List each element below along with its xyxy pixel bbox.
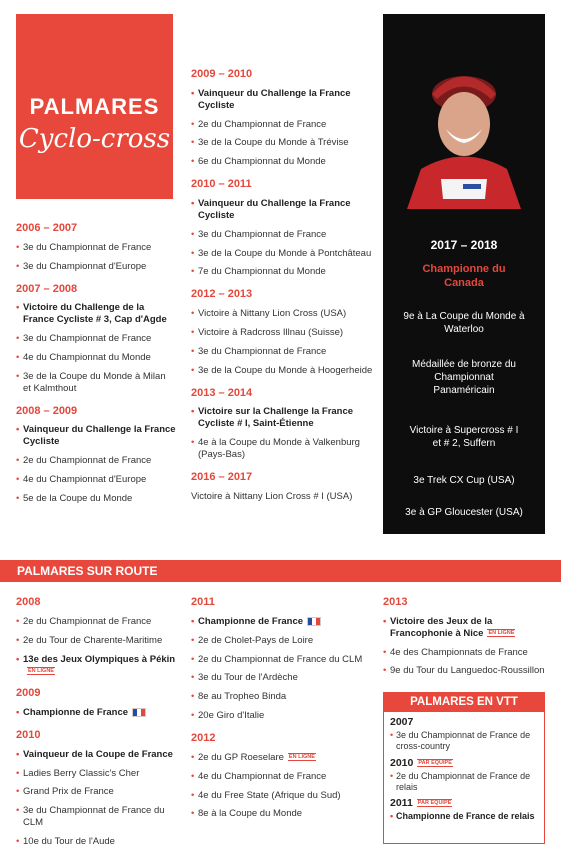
vtt-year xyxy=(390,716,538,729)
vtt-item: • 3e du Championnat de France de cross-country xyxy=(390,730,538,753)
palmares-item-text: Victoire du Challenge de la France Cycliste # 3, Cap d'Agde xyxy=(23,302,167,326)
palmares-item xyxy=(191,248,376,260)
vtt-item: • 2e du Championnat de France de relais xyxy=(390,771,538,794)
palmares-item xyxy=(191,752,376,764)
palmares-item-text: 8e au Tropheo Binda xyxy=(198,691,287,703)
palmares-item xyxy=(191,790,376,802)
palmares-item-text: 5e de la Coupe du Monde xyxy=(23,492,133,504)
palmares-item-text: 3e du Championnat d'Europe xyxy=(23,260,147,272)
palmares-item xyxy=(16,333,176,345)
palmares-item-text: Victoire des Jeux de la Francophonie à Nice xyxy=(390,615,493,639)
palmares-item-text: 20e Giro d'Italie xyxy=(198,710,265,722)
palmares-item xyxy=(191,327,376,339)
achievement-1: 9e à La Coupe du Monde à Waterloo xyxy=(403,311,525,335)
section-year: 2010 – 2011 xyxy=(191,178,252,191)
palmares-item xyxy=(191,491,376,503)
palmares-item-text: 3e du Championnat de France xyxy=(198,228,327,240)
palmares-item xyxy=(16,768,181,780)
par-equipe-tag: PAR EQUIPE xyxy=(418,759,452,766)
palmares-item xyxy=(16,352,176,364)
en-ligne-tag: EN LIGNE xyxy=(28,667,54,674)
en-ligne-tag: EN LIGNE xyxy=(488,630,515,637)
palmares-item xyxy=(16,424,176,448)
section-year: 2011 xyxy=(191,596,215,608)
palmares-item-text: 9e du Tour du Languedoc-Roussillon xyxy=(390,665,545,677)
palmares-item xyxy=(16,371,176,395)
palmares-item-text: 2e du Tour de Charente-Maritime xyxy=(23,634,163,646)
palmares-item xyxy=(16,635,181,647)
par-equipe-tag: PAR EQUIPE xyxy=(417,800,452,807)
palmares-item-text: 2e du Championnat de France xyxy=(23,615,152,627)
palmares-item-text: 4e des Championnats de France xyxy=(390,646,528,658)
palmares-item xyxy=(16,707,181,719)
palmares-item xyxy=(191,808,376,820)
palmares-item-text: 3e du Championnat de France du CLM xyxy=(23,805,165,829)
palmares-item-text: 2e du GP Roeselare xyxy=(198,751,284,763)
palmares-item xyxy=(191,266,376,278)
section-year: 2009 – 2010 xyxy=(191,68,253,80)
palmares-item-text: 6e du Championnat du Monde xyxy=(198,156,326,168)
palmares-item-text: 4e du Championnat d'Europe xyxy=(23,473,147,485)
section-year: 2012 – 2013 xyxy=(191,288,253,301)
palmares-item xyxy=(191,635,376,647)
palmares-item-text: 2e du Championnat de France du CLM xyxy=(198,653,363,665)
palmares-item-text: 2e du Championnat de France xyxy=(198,118,327,130)
palmares-item-text: Victoire à Nittany Lion Cross (USA) xyxy=(198,308,347,319)
palmares-item-text: 3e du Tour de l'Ardèche xyxy=(198,672,298,684)
palmares-item-text: Victoire à Radcross Illnau (Suisse) xyxy=(198,326,344,338)
subtitle: Cyclo-cross xyxy=(18,124,171,154)
palmares-item xyxy=(191,672,376,684)
palmares-item xyxy=(191,365,376,377)
section-year: 2008 xyxy=(16,596,41,608)
palmares-item xyxy=(383,616,548,640)
palmares-item xyxy=(16,749,181,761)
palmares-item-text: Championne de France xyxy=(198,615,304,627)
section-year: 2008 – 2009 xyxy=(16,404,78,417)
palmares-item-text: Victoire à Nittany Lion Cross # I (USA) xyxy=(191,490,353,502)
section-year: 2012 xyxy=(191,732,216,744)
season-year: 2017 – 2018 xyxy=(430,238,498,252)
palmares-item-text: 3e du Championnat de France xyxy=(23,241,152,253)
palmares-item-text: Grand Prix de France xyxy=(23,786,114,798)
palmares-item-text: 4e à la Coupe du Monde à Valkenburg (Pays-Bas) xyxy=(198,437,360,460)
achievement-4: 3e Trek CX Cup (USA) xyxy=(413,475,515,486)
section-year: 2009 xyxy=(16,687,41,700)
vtt-year xyxy=(390,757,538,770)
palmares-item-text: 10e du Tour de l'Aude xyxy=(23,836,115,847)
palmares-item xyxy=(16,302,176,326)
palmares-item xyxy=(191,308,376,320)
palmares-item xyxy=(16,836,181,848)
france-flag-icon xyxy=(307,617,321,626)
column-1 xyxy=(16,222,176,512)
palmares-item xyxy=(191,346,376,358)
vtt-year-label: 2011 xyxy=(390,797,413,810)
palmares-item-text: 3e du Championnat de France xyxy=(23,333,152,344)
palmares-item-text: Vainqueur du Challenge la France Cycliste xyxy=(198,197,351,221)
section-year: 2016 – 2017 xyxy=(191,470,253,483)
en-ligne-tag: EN LIGNE xyxy=(288,754,315,761)
cyclist-photo xyxy=(391,49,537,209)
route-column-1 xyxy=(16,596,181,855)
palmares-item-text: 2e du Championnat de France xyxy=(23,455,152,466)
palmares-item-text: Ladies Berry Classic's Cher xyxy=(23,767,140,779)
palmares-item-text: 3e de la Coupe du Monde à Hoogerheide xyxy=(198,364,373,376)
palmares-item-text: 7e du Championnat du Monde xyxy=(198,266,326,278)
palmares-item-text: 3e de la Coupe du Monde à Milan et Kalmthout xyxy=(23,370,166,394)
palmares-item xyxy=(16,654,181,678)
section-year: 2013 xyxy=(383,596,408,608)
palmares-item-text: 8e à la Coupe du Monde xyxy=(198,808,303,820)
route-column-3 xyxy=(383,596,548,684)
vtt-item: • Championne de France de relais xyxy=(390,811,538,822)
column-2 xyxy=(191,68,376,509)
palmares-item-text: 4e du Free State (Afrique du Sud) xyxy=(198,789,341,801)
palmares-item-text: 13e des Jeux Olympiques à Pékin xyxy=(23,653,176,665)
palmares-item-text: Vainqueur du Challenge la France Cycliste xyxy=(198,87,351,111)
palmares-item-text: 2e de Cholet-Pays de Loire xyxy=(198,634,314,646)
section-year: 2010 xyxy=(16,728,41,741)
palmares-item xyxy=(383,647,548,659)
palmares-item-text: Vainqueur du Challenge la France Cycliste xyxy=(23,424,176,448)
section-year: 2013 – 2014 xyxy=(191,386,253,399)
palmares-item xyxy=(191,771,376,783)
palmares-item xyxy=(191,616,376,628)
vtt-year-label: 2007 xyxy=(390,716,414,728)
route-column-2 xyxy=(191,596,376,827)
palmares-item-text: 3e du Championnat de France xyxy=(198,345,327,357)
palmares-item xyxy=(191,119,376,131)
palmares-item-text: 4e du Championnat du Monde xyxy=(23,351,151,363)
vtt-year-label: 2010 xyxy=(390,756,414,769)
champion-title: Championne du Canada xyxy=(422,263,506,290)
palmares-item xyxy=(191,198,376,222)
palmares-item-text: 3e de la Coupe du Monde à Pontchâteau xyxy=(198,247,372,259)
palmares-item xyxy=(191,691,376,703)
palmares-item xyxy=(191,710,376,722)
palmares-item xyxy=(191,229,376,241)
achievement-5: 3e à GP Gloucester (USA) xyxy=(405,507,523,518)
achievement-3: Victoire à Supercross # I et # 2, Suffern xyxy=(409,425,519,449)
palmares-item xyxy=(16,616,181,628)
palmares-item xyxy=(16,242,176,254)
palmares-item xyxy=(16,261,176,273)
route-section-header: PALMARES SUR ROUTE xyxy=(0,560,561,582)
highlight-panel xyxy=(383,14,545,534)
palmares-item xyxy=(191,654,376,666)
palmares-item xyxy=(191,137,376,149)
vtt-body xyxy=(384,712,544,823)
palmares-item xyxy=(191,406,376,430)
title: PALMARES xyxy=(29,94,160,119)
palmares-item-text: 4e du Championnat de France xyxy=(198,770,327,782)
palmares-item xyxy=(191,437,376,461)
vtt-header: PALMARES EN VTT xyxy=(384,693,544,712)
palmares-item-text: 3e de la Coupe du Monde à Trévise xyxy=(198,137,349,149)
palmares-item xyxy=(16,455,176,467)
france-flag-icon xyxy=(132,708,146,717)
palmares-item-text: Vainqueur de la Coupe de France xyxy=(23,748,173,760)
palmares-item xyxy=(383,665,548,677)
palmares-item xyxy=(191,88,376,112)
title-block xyxy=(16,14,173,199)
palmares-item xyxy=(16,805,181,829)
vtt-panel xyxy=(383,692,545,844)
palmares-item-text: Victoire sur la Challenge la France Cycliste # I, Saint-Étienne xyxy=(198,406,354,430)
palmares-item xyxy=(16,786,181,798)
palmares-item xyxy=(16,474,176,486)
section-year: 2007 – 2008 xyxy=(16,282,78,295)
vtt-year xyxy=(390,797,538,810)
palmares-item xyxy=(191,156,376,168)
palmares-item xyxy=(16,493,176,505)
achievement-2: Médaillée de bronze du Championnat Panaméricain xyxy=(412,359,516,396)
section-year: 2006 – 2007 xyxy=(16,222,78,234)
palmares-item-text: Championne de France xyxy=(23,707,129,718)
